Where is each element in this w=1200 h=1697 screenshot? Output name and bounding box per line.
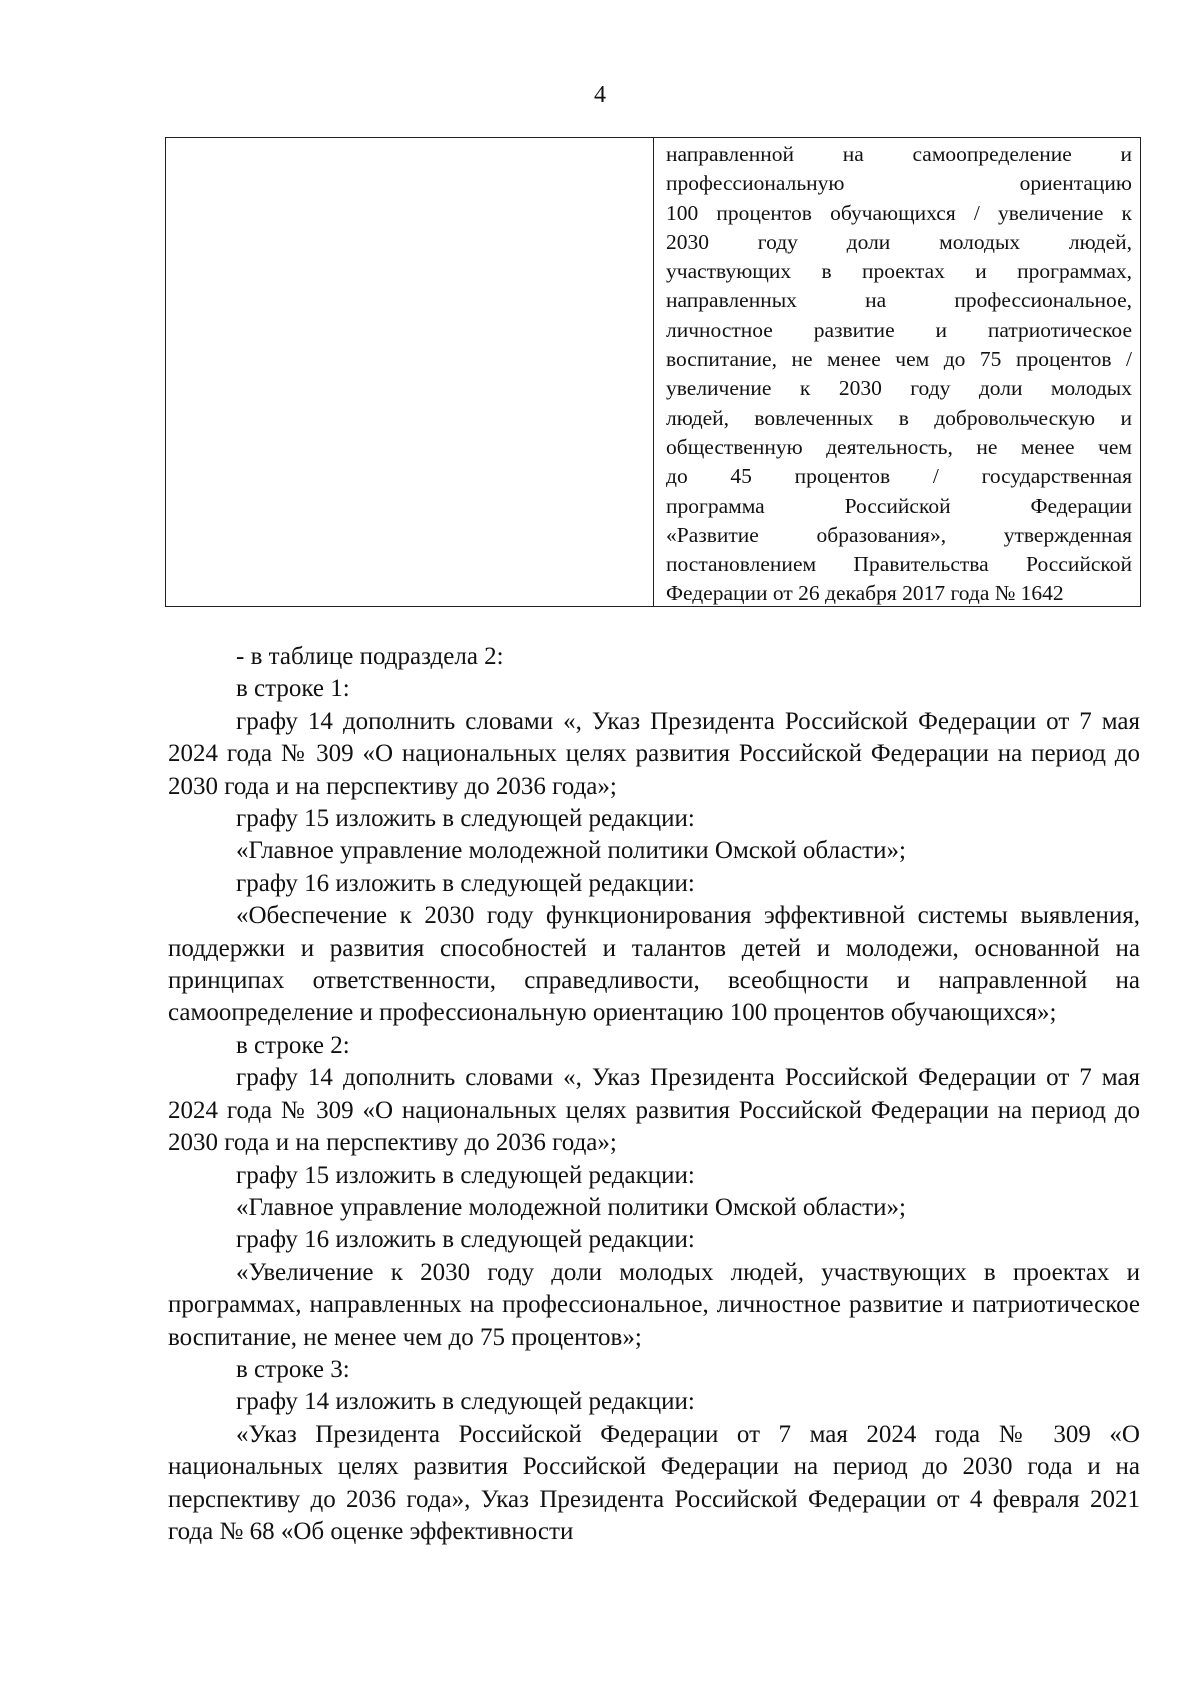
table-cell-line: людей, вовлеченных в добровольческую и [666,405,1132,430]
table-cell-empty [166,138,654,606]
paragraph: «Главное управление молодежной политики Омской области»; [236,837,906,865]
table-cell-line: Федерации от 26 декабря 2017 года № 1642 [666,581,1064,606]
table-cell-line: до 45 процентов / государственная [666,464,1132,489]
table-cell-line: направленных на профессиональное, [666,288,1132,313]
paragraph: графу 14 изложить в следующей редакции: [236,1388,695,1416]
table-cell-line: постановлением Правительства Российской [666,552,1132,577]
paragraph: графу 15 изложить в следующей редакции: [236,805,695,833]
table-cell-line: участвующих в проектах и программах, [666,259,1132,284]
paragraph: «Обеспечение к 2030 году функционирования эффективной системы выявления, поддержки и развития способностей и талантов детей и молодежи, основанной на принципах ответственности, справедливости, всеобщности и направленной на самоопределение и профессиональную ориентацию 100 процентов обучающихся»; [168,902,1140,1027]
paragraph: графу 16 изложить в следующей редакции: [236,1226,695,1254]
table-cell-line: общественную деятельность, не менее чем [666,434,1132,459]
table-cell-line: 100 процентов обучающихся / увеличение к [666,200,1132,225]
table-cell-line: увеличение к 2030 году доли молодых [666,376,1132,401]
paragraph: графу 14 дополнить словами «, Указ Президента Российской Федерации от 7 мая 2024 года № 309 «О национальных целях развития Российской Федерации на период до 2030 года и на перспективу до 2036 года»; [168,1064,1140,1157]
paragraph: графу 16 изложить в следующей редакции: [236,869,695,897]
table-cell-line: 2030 году доли молодых людей, [666,229,1132,254]
paragraph: «Увеличение к 2030 году доли молодых людей, участвующих в проектах и программах, направленных на профессиональное, личностное развитие и патриотическое воспитание, не менее чем до 75 процентов»; [168,1258,1140,1351]
table-cell-line: программа Российской Федерации [666,493,1132,518]
paragraph: «Главное управление молодежной политики Омской области»; [236,1193,906,1221]
table-cell-line: направленной на самоопределение и [666,142,1132,166]
table-cell-line: личностное развитие и патриотическое [666,317,1132,342]
page-number: 4 [594,82,606,108]
paragraph: графу 15 изложить в следующей редакции: [236,1161,695,1189]
table-cell-line: профессиональную ориентацию [666,171,1132,196]
paragraph: «Указ Президента Российской Федерации от 7 мая 2024 года № 309 «О национальных целях развития Российской Федерации на период до 2030 года и на перспективу до 2036 года», Указ Президента Российской Федерации от 4 февраля 2021 года № 68 «Об оценке эффективности [168,1420,1140,1545]
table-cell-text [654,138,1140,606]
document-body [168,641,1140,1548]
paragraph: в строке 3: [236,1355,350,1383]
continued-table [165,137,1141,607]
paragraph: - в таблице подраздела 2: [236,643,504,670]
paragraph: в строке 2: [236,1031,350,1059]
paragraph: графу 14 дополнить словами «, Указ Президента Российской Федерации от 7 мая 2024 года № 309 «О национальных целях развития Российской Федерации на период до 2030 года и на перспективу до 2036 года»; [168,707,1140,800]
table-cell-line: «Развитие образования», утвержденная [666,522,1132,547]
table-cell-line: воспитание, не менее чем до 75 процентов / [666,347,1132,372]
paragraph: в строке 1: [236,675,350,703]
